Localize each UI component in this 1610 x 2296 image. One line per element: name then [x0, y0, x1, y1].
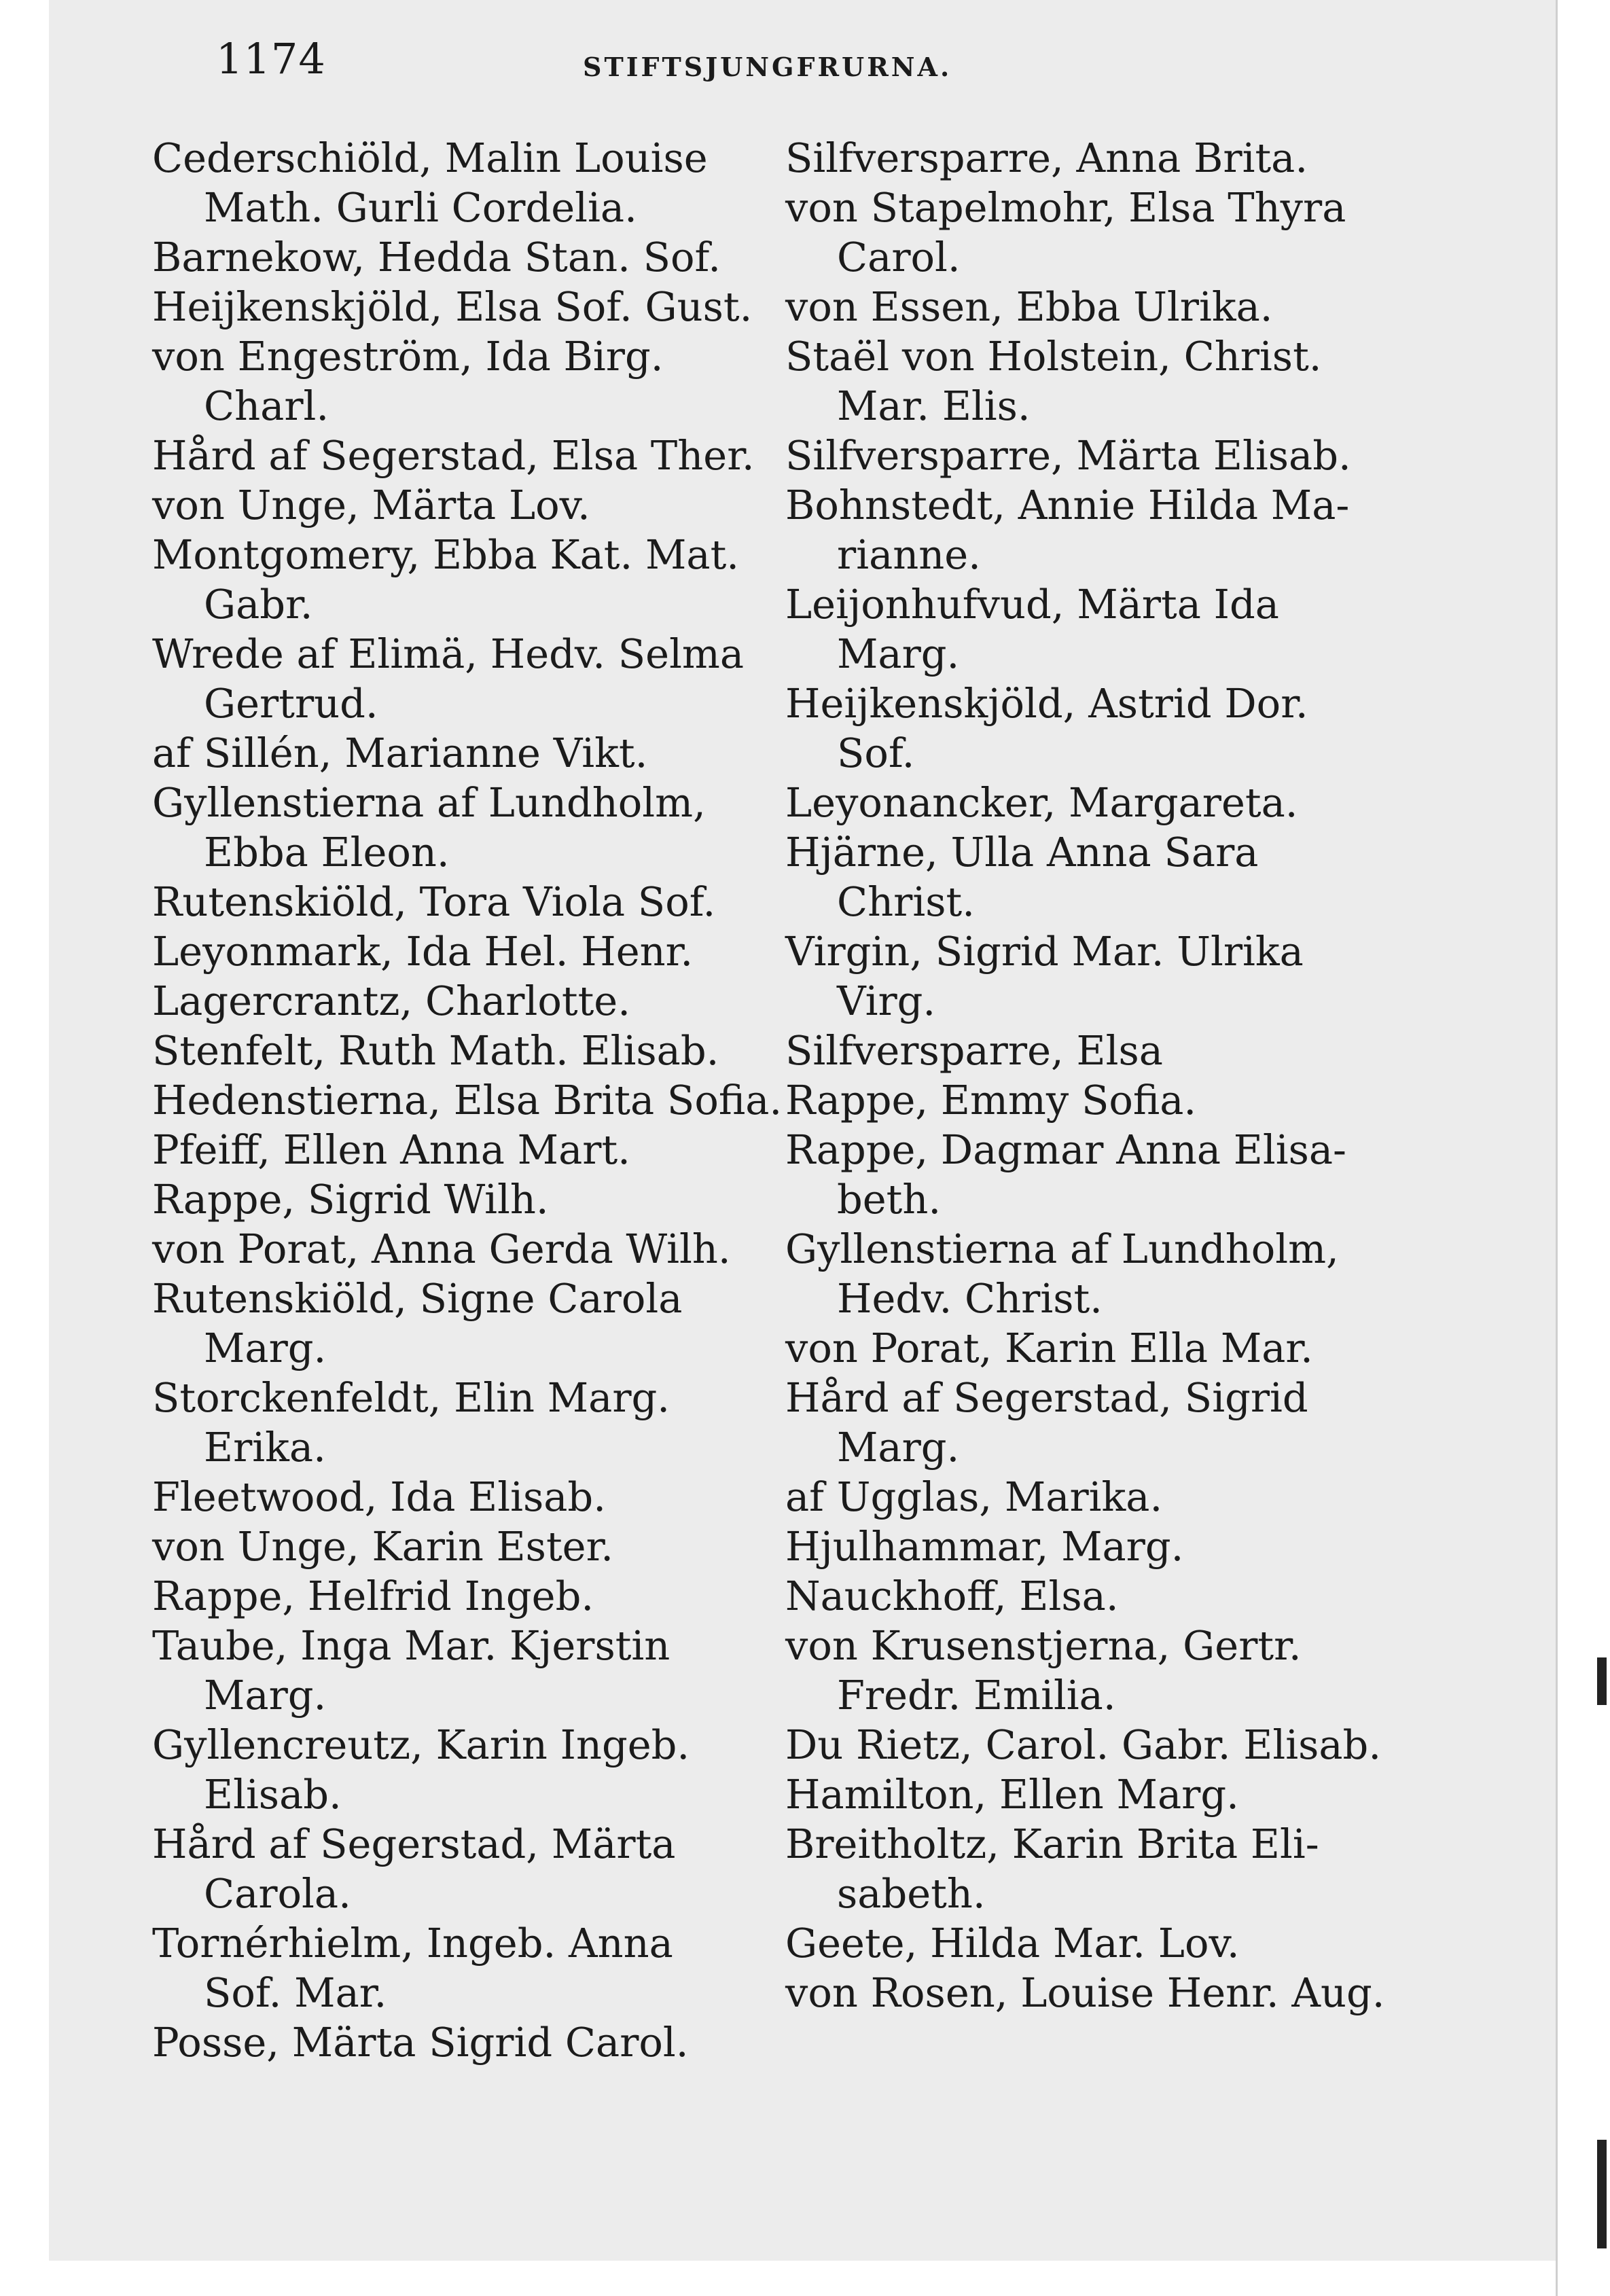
- list-entry: [785, 1125, 1465, 1224]
- page-header: [216, 34, 1610, 95]
- list-entry: [785, 1075, 1465, 1125]
- entry-name: Hedenstierna, Elsa Brita Sofia.: [152, 1077, 783, 1124]
- entry-name: Bohnstedt, Annie Hilda Ma-: [785, 482, 1350, 528]
- entry-name: Breitholtz, Karin Brita Eli-: [785, 1820, 1319, 1867]
- entry-name: von Stapelmohr, Elsa Thyra: [785, 184, 1346, 231]
- list-entry: [785, 579, 1465, 679]
- entry-name: Hård af Segerstad, Sigrid: [785, 1374, 1308, 1421]
- entry-name: af Sillén, Marianne Vikt.: [152, 730, 648, 776]
- entry-continuation: Marg.: [204, 1325, 327, 1371]
- list-entry: [785, 1323, 1465, 1373]
- list-entry: [152, 877, 804, 927]
- list-entry: [785, 827, 1465, 927]
- entry-name: Gyllencreutz, Karin Ingeb.: [152, 1721, 690, 1768]
- list-entry: [785, 1472, 1465, 1522]
- entry-name: Geete, Hilda Mar. Lov.: [785, 1920, 1240, 1967]
- entry-continuation: Hedv. Christ.: [837, 1275, 1103, 1322]
- entry-name: Rappe, Helfrid Ingeb.: [152, 1573, 594, 1619]
- list-entry: [152, 1373, 804, 1472]
- entry-continuation: Christ.: [837, 878, 975, 925]
- entry-name: Fleetwood, Ida Elisab.: [152, 1473, 606, 1520]
- entry-name: Heijkenskjöld, Astrid Dor.: [785, 680, 1308, 727]
- entry-name: Virgin, Sigrid Mar. Ulrika: [785, 928, 1304, 975]
- list-entry: [785, 1770, 1465, 1819]
- list-entry: [785, 778, 1465, 827]
- entry-name: Posse, Märta Sigrid Carol.: [152, 2019, 689, 2066]
- list-entry: [152, 1522, 804, 1571]
- list-entry: [152, 1819, 804, 1918]
- list-entry: [785, 1026, 1465, 1075]
- entry-name: Lagercrantz, Charlotte.: [152, 977, 630, 1024]
- entry-name: Storckenfeldt, Elin Marg.: [152, 1374, 670, 1421]
- list-entry: [152, 331, 804, 431]
- list-entry: [785, 1571, 1465, 1621]
- list-entry: [152, 1472, 804, 1522]
- list-entry: [152, 1621, 804, 1720]
- list-entry: [152, 133, 804, 232]
- entry-name: Rappe, Dagmar Anna Elisa-: [785, 1126, 1346, 1173]
- entry-name: Silfversparre, Elsa: [785, 1027, 1163, 1074]
- entry-name: Rutenskiöld, Tora Viola Sof.: [152, 878, 716, 925]
- entry-name: Rutenskiöld, Signe Carola: [152, 1275, 683, 1322]
- list-entry: [152, 282, 804, 331]
- entry-continuation: Gertrud.: [204, 680, 378, 727]
- entry-name: Heijkenskjöld, Elsa Sof. Gust.: [152, 283, 753, 330]
- list-entry: [152, 1274, 804, 1373]
- list-entry: [785, 1373, 1465, 1472]
- page-number: 1174: [216, 34, 326, 84]
- list-entry: [152, 927, 804, 976]
- page-edge: [1556, 0, 1610, 2296]
- list-entry: [785, 183, 1465, 282]
- entry-continuation: beth.: [837, 1176, 942, 1223]
- list-entry: [152, 232, 804, 282]
- list-entry: [785, 431, 1465, 480]
- entry-continuation: Marg.: [837, 1424, 960, 1471]
- entry-continuation: Carola.: [204, 1870, 351, 1917]
- list-entry: [152, 778, 804, 877]
- entry-name: von Unge, Karin Ester.: [152, 1523, 614, 1570]
- entry-continuation: Sof.: [837, 730, 915, 776]
- list-entry: [785, 679, 1465, 778]
- entry-name: Hård af Segerstad, Märta: [152, 1820, 676, 1867]
- entry-name: von Porat, Anna Gerda Wilh.: [152, 1225, 731, 1272]
- entry-name: von Essen, Ebba Ulrika.: [785, 283, 1273, 330]
- entry-name: Leyonmark, Ida Hel. Henr.: [152, 928, 694, 975]
- entry-continuation: Fredr. Emilia.: [837, 1672, 1116, 1719]
- entry-name: Leijonhufvud, Märta Ida: [785, 581, 1279, 628]
- entry-name: Gyllenstierna af Lundholm,: [785, 1225, 1339, 1272]
- entry-continuation: Math. Gurli Cordelia.: [204, 184, 637, 231]
- list-entry: [785, 1918, 1465, 1968]
- entry-continuation: Gabr.: [204, 581, 313, 628]
- list-entry: [152, 1918, 804, 2017]
- list-entry: [152, 1026, 804, 1075]
- entry-name: von Rosen, Louise Henr. Aug.: [785, 1969, 1385, 2016]
- entry-name: von Engeström, Ida Birg.: [152, 333, 664, 380]
- entry-name: Wrede af Elimä, Hedv. Selma: [152, 630, 745, 677]
- entry-continuation: sabeth.: [837, 1870, 986, 1917]
- list-entry: [152, 530, 804, 629]
- entry-continuation: Carol.: [837, 234, 961, 281]
- entry-name: Hjulhammar, Marg.: [785, 1523, 1184, 1570]
- entry-name: von Porat, Karin Ella Mar.: [785, 1325, 1313, 1371]
- right-column: [785, 133, 1465, 2017]
- list-entry: [785, 133, 1465, 183]
- entry-name: Du Rietz, Carol. Gabr. Elisab.: [785, 1721, 1382, 1768]
- entry-continuation: rianne.: [837, 531, 981, 578]
- list-entry: [152, 1174, 804, 1224]
- entry-continuation: Elisab.: [204, 1771, 342, 1818]
- entry-continuation: Ebba Eleon.: [204, 829, 450, 876]
- list-entry: [785, 1819, 1465, 1918]
- list-entry: [152, 1125, 804, 1174]
- list-entry: [152, 2017, 804, 2067]
- entry-name: Silfversparre, Märta Elisab.: [785, 432, 1351, 479]
- entry-name: Tornérhielm, Ingeb. Anna: [152, 1920, 673, 1967]
- list-entry: [785, 331, 1465, 431]
- entry-name: Stenfelt, Ruth Math. Elisab.: [152, 1027, 719, 1074]
- list-entry: [785, 927, 1465, 1026]
- list-entry: [152, 1224, 804, 1274]
- list-entry: [152, 431, 804, 480]
- list-entry: [785, 1720, 1465, 1770]
- left-column: [152, 133, 804, 2067]
- entry-name: Pfeiff, Ellen Anna Mart.: [152, 1126, 630, 1173]
- entry-name: Cederschiöld, Malin Louise: [152, 134, 708, 181]
- entry-name: Rappe, Emmy Sofia.: [785, 1077, 1197, 1124]
- edge-mark: [1597, 2140, 1607, 2248]
- entry-name: Staël von Holstein, Christ.: [785, 333, 1322, 380]
- entry-name: Silfversparre, Anna Brita.: [785, 134, 1308, 181]
- list-entry: [785, 480, 1465, 579]
- entry-name: Hård af Segerstad, Elsa Ther.: [152, 432, 755, 479]
- list-entry: [152, 1571, 804, 1621]
- entry-name: Taube, Inga Mar. Kjerstin: [152, 1622, 670, 1669]
- list-entry: [785, 1621, 1465, 1720]
- entry-name: Leyonancker, Margareta.: [785, 779, 1298, 826]
- list-entry: [152, 728, 804, 778]
- entry-continuation: Marg.: [204, 1672, 327, 1719]
- entry-name: Hjärne, Ulla Anna Sara: [785, 829, 1259, 876]
- entry-name: Hamilton, Ellen Marg.: [785, 1771, 1239, 1818]
- entry-continuation: Marg.: [837, 630, 960, 677]
- entry-name: Montgomery, Ebba Kat. Mat.: [152, 531, 740, 578]
- entry-continuation: Virg.: [837, 977, 936, 1024]
- list-entry: [152, 1075, 804, 1125]
- running-title: STIFTSJUNGFRURNA.: [583, 52, 952, 82]
- list-entry: [785, 1522, 1465, 1571]
- list-entry: [152, 480, 804, 530]
- entry-name: von Krusenstjerna, Gertr.: [785, 1622, 1302, 1669]
- list-entry: [785, 1224, 1465, 1323]
- entry-name: von Unge, Märta Lov.: [152, 482, 590, 528]
- edge-mark: [1597, 1657, 1607, 1705]
- list-entry: [785, 282, 1465, 331]
- entry-continuation: Sof. Mar.: [204, 1969, 387, 2016]
- entry-name: Rappe, Sigrid Wilh.: [152, 1176, 549, 1223]
- entry-continuation: Mar. Elis.: [837, 382, 1031, 429]
- list-entry: [152, 1720, 804, 1819]
- list-entry: [152, 976, 804, 1026]
- entry-name: Nauckhoff, Elsa.: [785, 1573, 1119, 1619]
- list-entry: [152, 629, 804, 728]
- entry-continuation: Erika.: [204, 1424, 326, 1471]
- entry-name: Gyllenstierna af Lundholm,: [152, 779, 706, 826]
- entry-name: Barnekow, Hedda Stan. Sof.: [152, 234, 721, 281]
- entry-continuation: Charl.: [204, 382, 329, 429]
- list-entry: [785, 1968, 1465, 2017]
- entry-name: af Ugglas, Marika.: [785, 1473, 1163, 1520]
